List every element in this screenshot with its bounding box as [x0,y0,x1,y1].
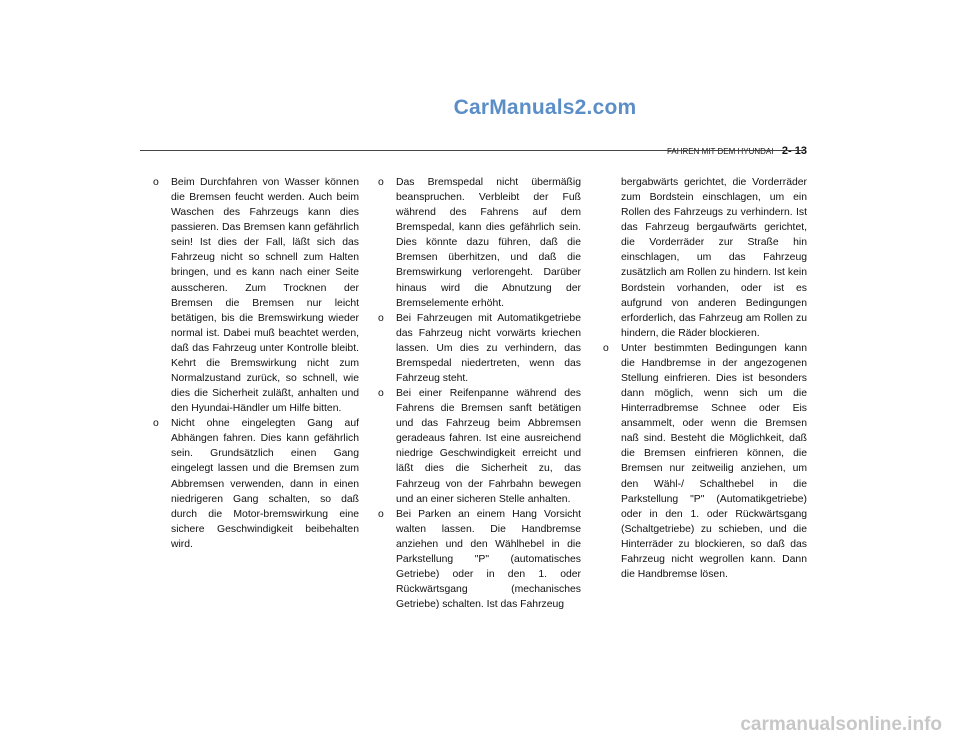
bullet-marker: o [378,177,384,188]
bullet-item [153,175,359,416]
bullet-marker: o [153,418,159,430]
watermark-footer: carmanualsonline.info [740,714,942,735]
bullet-item [378,386,581,507]
bullet-marker: o [378,508,384,520]
bullet-item [378,311,581,386]
bullet-marker: o [153,177,159,188]
bullet-item [603,341,807,582]
section-title: FAHREN MIT DEM HYUNDAI [666,147,774,156]
bullet-text: Nicht ohne eingelegten Gang auf Abhängen fahren. Dies kann gefährlich sein. Grundsätzlich einen Gang eingelegt lassen und die Bremsen zum Abbremsen verwenden, dann in einen niedrigeren Gang schalten, so daß durch die Motor-bremswirkung eine sichere Geschwindigkeit beibehalten wird. [171,418,359,550]
page-number: 2- 13 [781,145,807,157]
text-column-3 [603,175,807,582]
continued-paragraph: bergabwärts gerichtet, die Vorderräder zum Bordstein einschlagen, um ein Rollen des Fahrzeugs zu verhindern. Ist das Fahrzeug bergaufwärts gerichtet, die Vorderräder zur Straße hin einschlagen, um das Fahrzeug zusätzlich am Rollen zu hindern. Ist kein Bordstein vorhanden, oder ist es aufgrund von anderen Bedingungen erforderlich, das Fahrzeug am Rollen zu hindern, die Räder blockieren. [621,177,807,339]
bullet-marker: o [378,312,384,324]
header-divider [140,150,805,151]
bullet-text: Bei Parken an einem Hang Vorsicht walten lassen. Die Handbremse anziehen und den Wählhebel in die Parkstellung "P" (automatisches Getriebe) oder in den 1. oder Rückwärtsgang (mechanisches Getriebe) schalten. Ist das Fahrzeug [396,508,581,611]
bullet-text: Beim Durchfahren von Wasser können die Bremsen feucht werden. Auch beim Waschen des Fahrzeugs kann dies passieren. Das Bremsen kann gefährlich sein! Ist dies der Fall, läßt sich das Fahrzeug nicht so schnell zum Halten bringen, und es kann nach einer Seite ausscheren. Zum Trocknen der Bremsen die Bremsen nur leicht betätigen, bis die Bremswirkung wieder normal ist. Dabei muß beachtet werden, daß das Fahrzeug unter Kontrolle bleibt. Kehrt die Bremswirkung nicht zum Normalzustand zurück, so schnell, wie dies die Sicherheit zuläßt, anhalten und den Hyundai-Händler um Hilfe bitten. [171,177,359,415]
bullet-item [378,175,581,311]
text-column-2 [378,175,581,612]
bullet-text: Bei Fahrzeugen mit Automatikgetriebe das Fahrzeug nicht vorwärts kriechen lassen. Um dies zu verhindern, das Bremspedal niedertreten, wenn das Fahrzeug steht. [396,312,581,385]
watermark-logo: CarManuals2.com [453,96,637,119]
text-column-1 [153,175,359,552]
bullet-text: Das Bremspedal nicht übermäßig beanspruchen. Verbleibt der Fuß während des Fahrens auf dem Bremspedal, kann dies gefährlich sein. Dies könnte dazu führen, daß die Bremsen überhitzen, und daß die Bremswirkung verlorengeht. Darüber hinaus wird die Abnutzung der Bremselemente erhöht. [396,177,581,309]
bullet-text: Bei einer Reifenpanne während des Fahrens die Bremsen sanft betätigen und das Fahrzeug beim Abbremsen geradeaus fahren. Ist eine ausreichend niedrige Geschwindigkeit erreicht und läßt dies die Sicherheit zu, das Fahrzeug von der Fahrbahn bewegen und an einer sicheren Stelle anhalten. [396,388,581,505]
bullet-marker: o [603,342,609,354]
bullet-text: Unter bestimmten Bedingungen kann die Handbremse in der angezogenen Stellung einfrieren. Dies ist besonders dann möglich, wenn sich um die Hinterradbremse Schnee oder Eis ansammelt, oder wenn die Bremsen naß sind. Besteht die Möglichkeit, daß die Bremsen einfrieren können, die Bremsen nur zeitweilig anziehen, um den Wähl-/ Schalthebel in die Parkstellung "P" (Automatikgetriebe) oder in den 1. oder Rückwärtsgang (Schaltgetriebe) zu schieben, und die Hinterräder zu blockieren, so daß das Fahrzeug nicht wegrollen kann. Dann die Handbremse lösen. [621,342,807,581]
bullet-marker: o [378,388,384,400]
bullet-item [153,416,359,552]
bullet-item [378,507,581,613]
